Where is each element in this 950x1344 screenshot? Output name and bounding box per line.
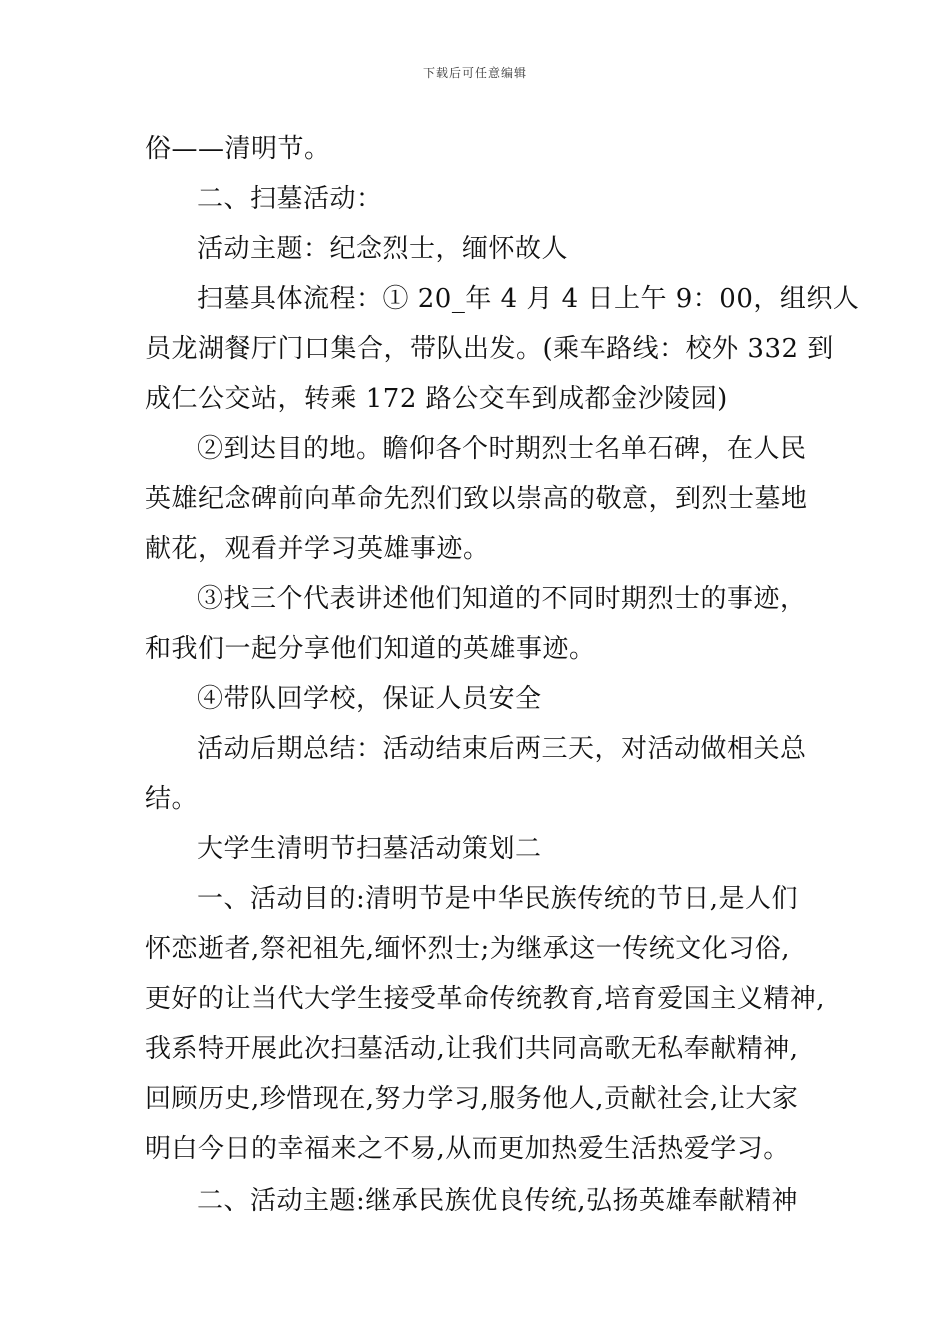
text-line: 结。: [145, 784, 199, 814]
text-line: 更好的让当代大学生接受革命传统教育,培育爱国主义精神,: [145, 984, 826, 1014]
text-line: ④带队回学校，保证人员安全: [197, 684, 542, 714]
document-body: [145, 128, 860, 1230]
section-heading: 二、扫墓活动：: [197, 184, 383, 214]
text-line: 成仁公交站，转乘 172 路公交车到成都金沙陵园): [145, 384, 728, 414]
text-line: ②到达目的地。瞻仰各个时期烈士名单石碑，在人民: [197, 434, 807, 464]
text-line: 活动后期总结：活动结束后两三天，对活动做相关总: [197, 734, 807, 764]
text-line: 明白今日的幸福来之不易,从而更加热爱生活热爱学习。: [145, 1134, 790, 1164]
section-title: 大学生清明节扫墓活动策划二: [197, 834, 542, 864]
text-line: 俗——清明节。: [145, 134, 331, 164]
text-line: ③找三个代表讲述他们知道的不同时期烈士的事迹，: [197, 584, 807, 614]
text-line: 回顾历史,珍惜现在,努力学习,服务他人,贡献社会,让大家: [145, 1084, 799, 1114]
text-line: 献花，观看并学习英雄事迹。: [145, 534, 490, 564]
text-line: 扫墓具体流程：① 20_年 4 月 4 日上午 9：00，组织人: [197, 284, 860, 314]
text-line: 一、活动目的:清明节是中华民族传统的节日,是人们: [197, 884, 799, 914]
page-header: 下载后可任意编辑: [422, 66, 527, 80]
text-line: 员龙湖餐厅门口集合，带队出发。(乘车路线：校外 332 到: [145, 334, 834, 364]
text-line: 和我们一起分享他们知道的英雄事迹。: [145, 634, 596, 664]
text-line: 怀恋逝者,祭祀祖先,缅怀烈士;为继承这一传统文化习俗,: [145, 934, 791, 964]
text-line: 活动主题：纪念烈士，缅怀故人: [197, 234, 569, 264]
text-line: 英雄纪念碑前向革命先烈们致以崇高的敬意，到烈士墓地: [145, 484, 808, 514]
text-line: 我系特开展此次扫墓活动,让我们共同高歌无私奉献精神,: [145, 1034, 799, 1064]
section-heading: 二、活动主题:继承民族优良传统,弘扬英雄奉献精神: [197, 1186, 799, 1216]
